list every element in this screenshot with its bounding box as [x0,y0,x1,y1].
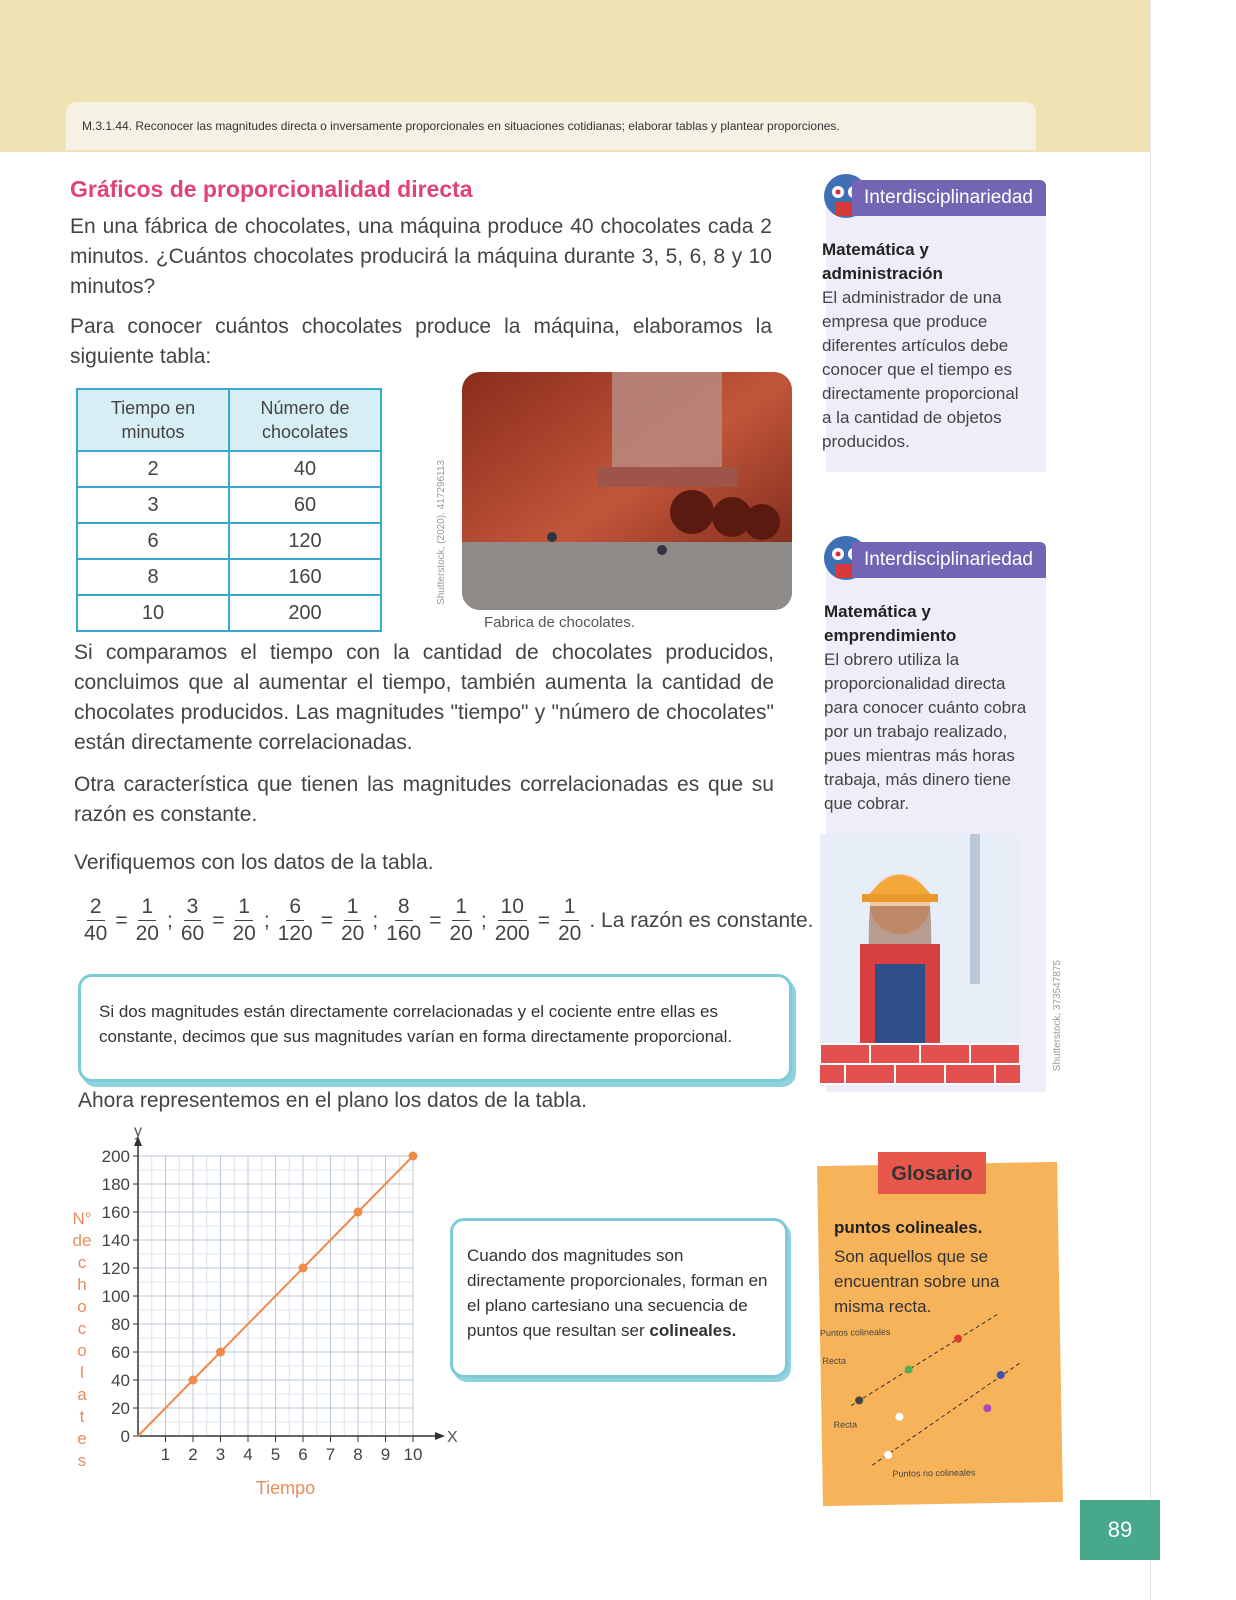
worker-illustration [820,834,1020,1086]
y-tick-label: 120 [101,1259,130,1278]
x-tick-label: 6 [298,1445,308,1464]
page-number: 89 [1080,1500,1160,1560]
intro-paragraph: En una fábrica de chocolates, una máquina produce 40 chocolates cada 2 minutos. ¿Cuántos chocolates producirá la máquina durante 3, 5, 6, 8 y 10 minutos? [70,215,772,298]
y-tick-label: 40 [111,1371,130,1390]
x-tick-label: 8 [353,1445,363,1464]
y-tick-label: 80 [111,1315,130,1334]
section-title: Gráficos de proporcionalidad directa [70,176,473,202]
fraction [386,894,421,947]
compare-paragraph: Si comparamos el tiempo con la cantidad de chocolates producidos, concluimos que al aumentar el tiempo, también aumenta la cantidad de chocolates producidos. Las magnitudes "tiempo" y "número de chocolates" están directamente correlacionadas. [74,641,774,754]
verify-paragraph: Verifiquemos con los datos de la tabla. [74,851,434,874]
data-point [189,1376,198,1385]
table-cell: 200 [229,595,381,631]
table-cell: 160 [229,559,381,595]
ratio-paragraph: Otra característica que tienen las magnitudes correlacionadas es que su razón es constante. [74,773,774,826]
numerator: 3 [184,894,202,921]
diagram-label-recta: Recta [822,1355,847,1367]
x-tick-label: 4 [243,1445,253,1464]
page-margin [1150,0,1236,1600]
y-axis-label-part: o [77,1341,87,1360]
colinear-points-diagram [819,1292,1062,1496]
y-axis-letter: y [134,1123,142,1140]
denominator: 200 [494,922,530,945]
y-tick-label: 160 [101,1203,130,1222]
numerator: 2 [87,894,105,921]
table-row [77,595,381,631]
numerator: 1 [235,894,253,921]
denominator: 40 [84,922,108,945]
table-cell: 3 [77,487,229,523]
table-cell: 6 [77,523,229,559]
worker-credit: Shutterstock, 373547875 [1052,960,1063,1072]
fraction [495,894,530,947]
table-cell: 8 [77,559,229,595]
y-tick-label: 0 [120,1427,130,1446]
y-axis-label-part: s [77,1451,87,1470]
x-tick-label: 9 [380,1445,391,1464]
colineal-note-text: Cuando dos magnitudes son directamente proporcionales, forman en el plano cartesiano una secuencia de puntos que resultan ser [467,1246,768,1340]
data-table [76,388,382,632]
denominator: 20 [449,922,473,945]
fractions-conclusion: . La razón es constante. [589,908,814,932]
y-axis-label-part: de [72,1231,92,1250]
denominator: 20 [135,922,159,945]
chart-series [138,1152,418,1437]
table-row [77,451,381,487]
y-tick-label: 100 [101,1287,130,1306]
x-tick-label: 10 [403,1445,423,1464]
denominator: 20 [232,922,256,945]
definition-box [78,974,792,1082]
colineal-note-bold: colineales. [649,1321,737,1340]
equals-sign: = [320,908,333,932]
y-tick-label: 140 [101,1231,130,1250]
separator: ; [372,908,379,932]
x-axis-letter: X [447,1429,458,1446]
fraction [136,894,159,947]
numerator: 8 [395,894,413,921]
x-axis-label: Tiempo [255,1478,316,1498]
numerator: 1 [561,894,579,921]
sidebar-box-administration [822,190,1046,472]
y-tick-label: 60 [111,1343,130,1362]
glossary-definition: Son aquellos que se encuentran sobre una misma recta. [834,1247,1000,1316]
denominator: 120 [277,922,313,945]
denominator: 20 [558,922,582,945]
equals-sign: = [429,908,442,932]
denominator: 160 [386,922,422,945]
numerator: 10 [498,894,527,921]
data-point [409,1152,418,1161]
fraction [278,894,313,947]
table-cell: 60 [229,487,381,523]
x-tick-label: 2 [188,1445,198,1464]
separator: ; [263,908,270,932]
equals-sign: = [115,908,128,932]
glossary-tab: Glosario [878,1152,986,1194]
y-tick-label: 20 [111,1399,130,1418]
glossary-term: puntos colineales. [834,1218,983,1237]
sidebar-box-entrepreneurship [826,552,1046,1092]
equals-sign: = [212,908,225,932]
sidebar-tab: Interdisciplinariedad [852,542,1046,578]
photo-caption: Fabrica de chocolates. [484,614,635,631]
table-header-time: Tiempo en minutos [77,389,229,451]
denominator: 20 [340,922,365,945]
separator: ; [166,908,173,932]
y-axis-label-part: t [79,1407,85,1426]
x-tick-label: 3 [215,1445,226,1464]
table-row [77,523,381,559]
y-tick-label: 180 [101,1175,130,1194]
colineal-note-box [450,1218,788,1378]
y-axis-label-part: a [77,1385,87,1404]
definition-text: Si dos magnitudes están directamente correlacionadas y el cociente entre ellas es constante, decimos que sus magnitudes varían en forma directamente proporcional. [99,1002,733,1046]
table-cell: 120 [229,523,381,559]
y-axis-label-part: o [77,1297,87,1316]
numerator: 1 [138,894,156,921]
numerator: 6 [286,894,304,921]
photo-credit: Shutterstock, (2020). 417296113 [436,460,447,605]
fraction [181,894,204,947]
x-tick-label: 1 [160,1445,171,1464]
numerator: 1 [344,894,362,921]
y-axis-label-part: h [77,1275,87,1294]
fraction [232,894,255,947]
glossary-card [817,1162,1063,1506]
table-cell: 10 [77,595,229,631]
x-axis-arrow [435,1432,445,1440]
table-cell: 40 [229,451,381,487]
table-intro-paragraph: Para conocer cuántos chocolates produce la máquina, elaboramos la siguiente tabla: [70,315,772,368]
y-tick-label: 200 [101,1147,130,1166]
ratio-equations [80,894,814,947]
y-axis-label-part: e [77,1429,87,1448]
diagram-label-colineales: Puntos colineales [819,1326,891,1339]
table-row [77,487,381,523]
y-axis-label-part: N° [72,1209,92,1228]
denominator: 60 [180,922,205,945]
numerator: 1 [452,894,470,921]
chocolate-factory-photo [462,372,792,610]
sidebar-text: El administrador de una empresa que produce diferentes artículos debe conocer que el tiempo es directamente proporcional a la cantidad de objetos producidos. [822,288,1019,451]
sidebar-heading: Matemática y administración [822,240,943,283]
data-point [299,1264,308,1273]
sidebar-text: El obrero utiliza la proporcionalidad directa para conocer cuánto cobra por un trabajo realizado, pues mientras más horas trabaja, más dinero tiene que cobrar. [824,650,1027,813]
fraction [84,894,107,947]
table-cell: 2 [77,451,229,487]
x-tick-label: 5 [270,1445,281,1464]
y-axis-label-part: l [80,1363,84,1382]
proportionality-chart [66,1120,466,1510]
table-header-chocolates: Número de chocolates [229,389,381,451]
data-point [354,1208,363,1217]
fraction [558,894,581,947]
x-tick-label: 7 [325,1445,336,1464]
sidebar-heading: Matemática y emprendimiento [824,602,957,645]
diagram-label-no-colineales: Puntos no colineales [892,1467,976,1479]
separator: ; [480,908,487,932]
equals-sign: = [537,908,550,932]
curriculum-standard: M.3.1.44. Reconocer las magnitudes directa o inversamente proporcionales en situaciones cotidianas; elaborar tablas y plantear proporciones. [66,102,1036,150]
sidebar-tab: Interdisciplinariedad [852,180,1046,216]
y-axis-label-part: c [77,1319,87,1338]
fraction [449,894,472,947]
y-axis-label [72,1209,91,1470]
plane-paragraph: Ahora representemos en el plano los datos de la tabla. [78,1089,587,1112]
fraction [341,894,364,947]
data-point [216,1348,225,1357]
y-axis-label-part: c [77,1253,87,1272]
diagram-label-recta: Recta [833,1419,858,1430]
table-row [77,559,381,595]
